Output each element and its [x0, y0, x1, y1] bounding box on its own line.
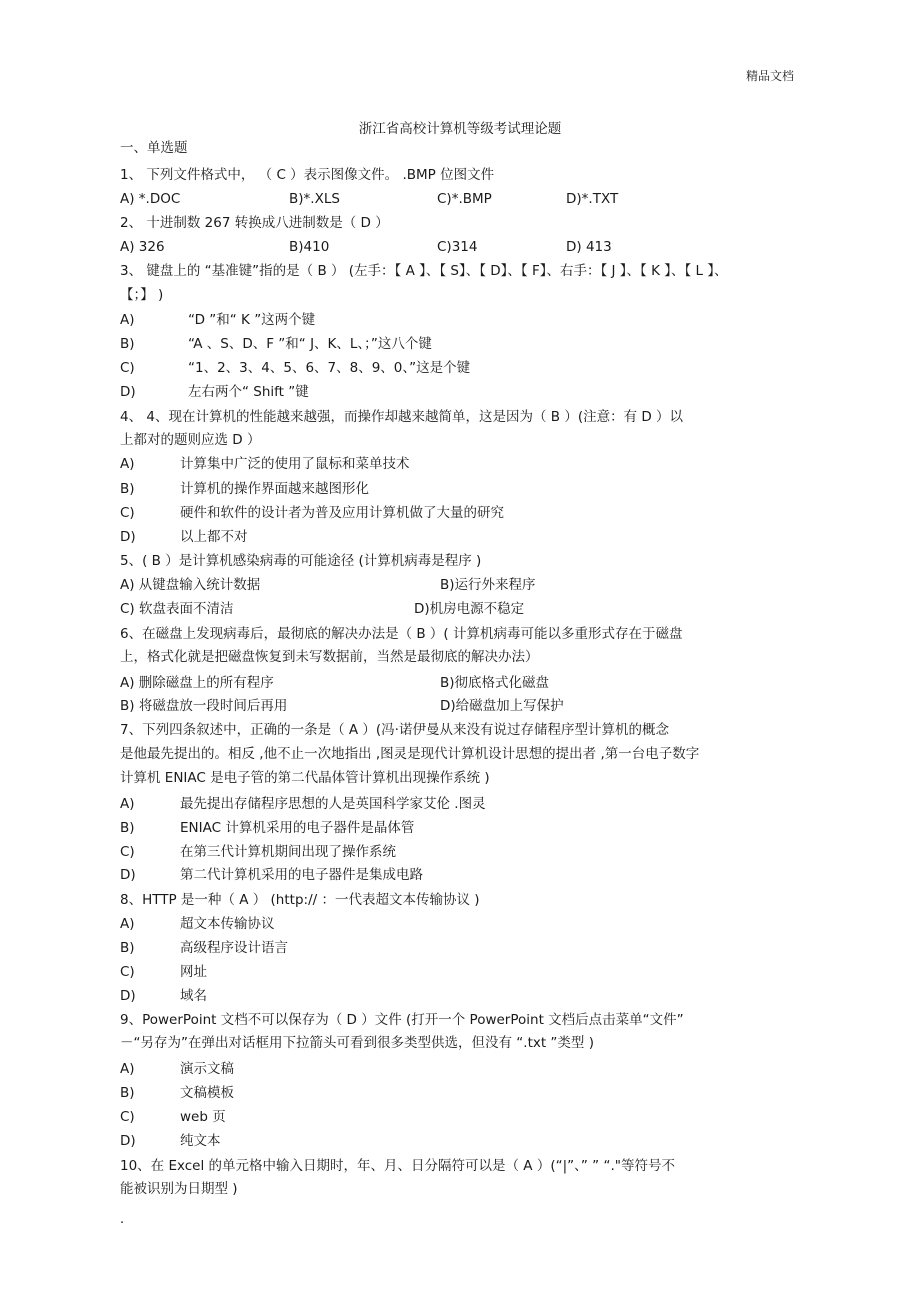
q5-option-d: D)机房电源不稳定 [414, 601, 525, 617]
q5-option-b: B)运行外来程序 [440, 577, 536, 593]
q9-label-c: C) [120, 1109, 135, 1125]
question-5-stem: 5、( B ）是计算机感染病毒的可能途径 (计算机病毒是程序 ) [120, 553, 482, 569]
question-3-stem-line1: 3、 键盘上的 “基准键”指的是（ B ） (左手：【 A 】、【 S】、【 D】、【 F】、右手：【 J 】、【 K 】、【 L 】、 [120, 263, 728, 279]
question-3-stem-line2: 【；】 ) [120, 287, 164, 303]
q3-option-b: “A 、S、D、F ”和“ J、K、L、；”这八个键 [188, 336, 432, 352]
q5-option-c: C) 软盘表面不清洁 [120, 601, 234, 617]
q4-option-c: 硬件和软件的设计者为普及应用计算机做了大量的研究 [180, 505, 504, 521]
q7-label-c: C) [120, 844, 135, 860]
q7-label-a: A) [120, 796, 135, 812]
question-4-stem-line1: 4、 4、现在计算机的性能越来越强，而操作却越来越简单，这是因为（ B ）(注意：有 D ）以 [120, 409, 684, 425]
q1-option-a: A) *.DOC [120, 191, 181, 207]
question-7-stem-line1: 7、下列四条叙述中，正确的一条是（ A ）(冯·诺伊曼从来没有说过存储程序型计算机的概念 [120, 722, 669, 738]
footer-mark: . [120, 1212, 125, 1227]
q3-label-a: A) [120, 312, 135, 328]
q9-option-b: 文稿模板 [180, 1085, 234, 1101]
q7-option-c: 在第三代计算机期间出现了操作系统 [180, 844, 396, 860]
q3-option-d: 左右两个“ Shift ”键 [188, 384, 309, 400]
q8-option-d: 域名 [180, 988, 207, 1004]
section-heading: 一、单选题 [120, 140, 188, 156]
q8-option-b: 高级程序设计语言 [180, 940, 288, 956]
q9-option-a: 演示文稿 [180, 1061, 234, 1077]
q8-option-a: 超文本传输协议 [180, 916, 275, 932]
q3-option-c: “1、2、3、4、5、6、7、8、9、0、”这是个键 [188, 360, 471, 376]
question-6-stem-line1: 6、在磁盘上发现病毒后，最彻底的解决办法是（ B ）( 计算机病毒可能以多重形式存在于磁盘 [120, 626, 683, 642]
q4-option-d: 以上都不对 [180, 529, 248, 545]
question-7-stem-line2: 是他最先提出的。相反 ,他不止一次地指出 ,图灵是现代计算机设计思想的提出者 ,第一台电子数字 [120, 746, 700, 762]
q5-option-a: A) 从键盘输入统计数据 [120, 577, 261, 593]
q9-label-d: D) [120, 1133, 136, 1149]
q9-option-d: 纯文本 [180, 1133, 221, 1149]
page-title: 浙江省高校计算机等级考试理论题 [358, 121, 562, 137]
q2-option-a: A) 326 [120, 239, 165, 255]
q3-label-c: C) [120, 360, 135, 376]
q6-option-a: A) 删除磁盘上的所有程序 [120, 675, 274, 691]
q1-option-d: D)*.TXT [566, 191, 619, 207]
q8-label-d: D) [120, 988, 136, 1004]
question-8-stem: 8、HTTP 是一种（ A ） (http:// ：一代表超文本传输协议 ) [120, 892, 480, 908]
q6-option-c: B) 将磁盘放一段时间后再用 [120, 698, 288, 714]
q8-label-b: B) [120, 940, 135, 956]
question-1-stem: 1、 下列文件格式中， （ C ）表示图像文件。 .BMP 位图文件 [120, 167, 495, 183]
q4-label-b: B) [120, 481, 135, 497]
q7-option-b: ENIAC 计算机采用的电子器件是晶体管 [180, 820, 415, 836]
q6-option-b: B)彻底格式化磁盘 [440, 675, 550, 691]
q8-label-a: A) [120, 916, 135, 932]
q2-option-b: B)410 [289, 239, 330, 255]
q7-option-a: 最先提出存储程序思想的人是英国科学家艾伦 .图灵 [180, 796, 486, 812]
q9-label-a: A) [120, 1061, 135, 1077]
q1-option-b: B)*.XLS [289, 191, 340, 207]
q7-label-d: D) [120, 867, 136, 883]
q8-label-c: C) [120, 964, 135, 980]
q6-option-d: D)给磁盘加上写保护 [440, 698, 564, 714]
question-10-stem-line2: 能被识别为日期型 ) [120, 1181, 238, 1197]
q3-option-a: “D ”和“ K ”这两个键 [188, 312, 316, 328]
question-6-stem-line2: 上，格式化就是把磁盘恢复到未写数据前，当然是最彻底的解决办法） [120, 649, 539, 665]
question-2-stem: 2、 十进制数 267 转换成八进制数是（ D ） [120, 215, 389, 231]
q7-label-b: B) [120, 820, 135, 836]
question-10-stem-line1: 10、在 Excel 的单元格中输入日期时，年、月、日分隔符可以是（ A ）(“|”、” ” “."等符号不 [120, 1158, 675, 1174]
q3-label-d: D) [120, 384, 136, 400]
q3-label-b: B) [120, 336, 135, 352]
q2-option-c: C)314 [437, 239, 478, 255]
q8-option-c: 网址 [180, 964, 207, 980]
q4-label-c: C) [120, 505, 135, 521]
question-9-stem-line2: －“另存为”在弹出对话框用下拉箭头可看到很多类型供选，但没有 “.txt ”类型 ) [120, 1035, 594, 1051]
q4-option-a: 计算集中广泛的使用了鼠标和菜单技术 [180, 456, 410, 472]
q9-option-c: web 页 [180, 1109, 226, 1125]
q4-option-b: 计算机的操作界面越来越图形化 [180, 481, 369, 497]
q4-label-a: A) [120, 456, 135, 472]
question-7-stem-line3: 计算机 ENIAC 是电子管的第二代晶体管计算机出现操作系统 ) [120, 770, 490, 786]
q9-label-b: B) [120, 1085, 135, 1101]
question-4-stem-line2: 上都对的题则应选 D ） [120, 432, 261, 448]
q2-option-d: D) 413 [566, 239, 612, 255]
question-9-stem-line1: 9、PowerPoint 文档不可以保存为（ D ）文件 (打开一个 PowerPoint 文档后点击菜单“文件” [120, 1012, 684, 1028]
header-note: 精品文档 [745, 69, 794, 83]
q7-option-d: 第二代计算机采用的电子器件是集成电路 [180, 867, 423, 883]
q1-option-c: C)*.BMP [437, 191, 492, 207]
q4-label-d: D) [120, 529, 136, 545]
